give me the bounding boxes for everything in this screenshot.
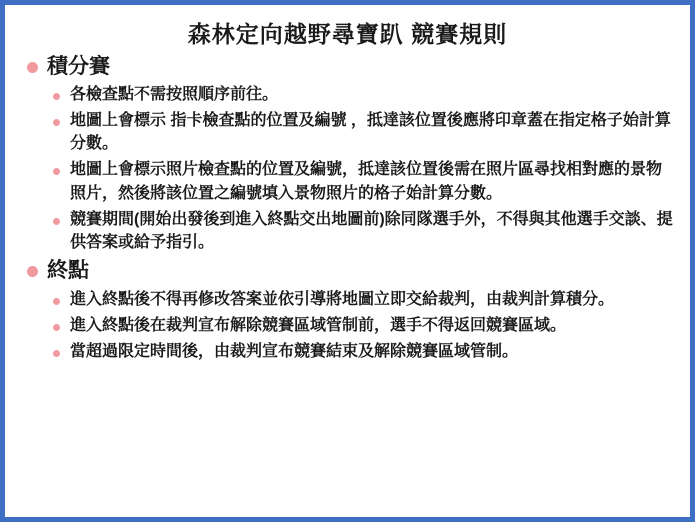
section-heading-label: 終點: [47, 259, 89, 283]
page-title: 森林定向越野尋寶趴 競賽規則: [187, 21, 508, 47]
list-item: [19, 314, 676, 337]
bullet-dot-icon: [53, 350, 60, 357]
list-item-text: 進入終點後在裁判宣布解除競賽區域管制前，選手不得返回競賽區域。: [70, 316, 567, 334]
list-item-text: 競賽期間(開始出發後到進入終點交出地圖前)除同隊選手外，不得與其他選手交談、提供答案或給予指引。: [70, 210, 673, 252]
list-item: [19, 109, 676, 155]
list-item: [19, 158, 676, 204]
list-item: [19, 288, 676, 311]
list-item-text: 地圖上會標示照片檢查點的位置及編號，抵達該位置後需在照片區尋找相對應的景物照片，然後將該位置之編號填入景物照片的格子始計算分數。: [70, 161, 663, 202]
list-item: [19, 83, 676, 106]
list-item-text: 當超過限定時間後，由裁判宣布競賽結束及解除競賽區域管制。: [70, 342, 519, 360]
list-item-text: 進入終點後不得再修改答案並依引導將地圖立即交給裁判，由裁判計算積分。: [70, 290, 615, 308]
bullet-dot-icon: [53, 168, 60, 175]
bullet-dot-icon: [53, 119, 60, 126]
slide-body: [19, 53, 676, 363]
bullet-dot-icon: [27, 266, 38, 277]
list-item-text: 地圖上會標示 指卡檢查點的位置及編號 ，抵達該位置後應將印章蓋在指定格子始計算分數。: [70, 112, 671, 153]
list-item: [19, 208, 676, 254]
section-heading-finish: [19, 257, 676, 284]
bullet-dot-icon: [53, 298, 60, 305]
bullet-dot-icon: [27, 62, 38, 73]
list-item-text: 各檢查點不需按照順序前往。: [70, 85, 279, 103]
bullet-dot-icon: [53, 324, 60, 331]
section-heading-scoring: [19, 53, 676, 80]
section-heading-label: 積分賽: [47, 54, 110, 78]
bullet-dot-icon: [53, 218, 60, 225]
list-item: [19, 340, 676, 363]
bullet-dot-icon: [53, 93, 60, 100]
